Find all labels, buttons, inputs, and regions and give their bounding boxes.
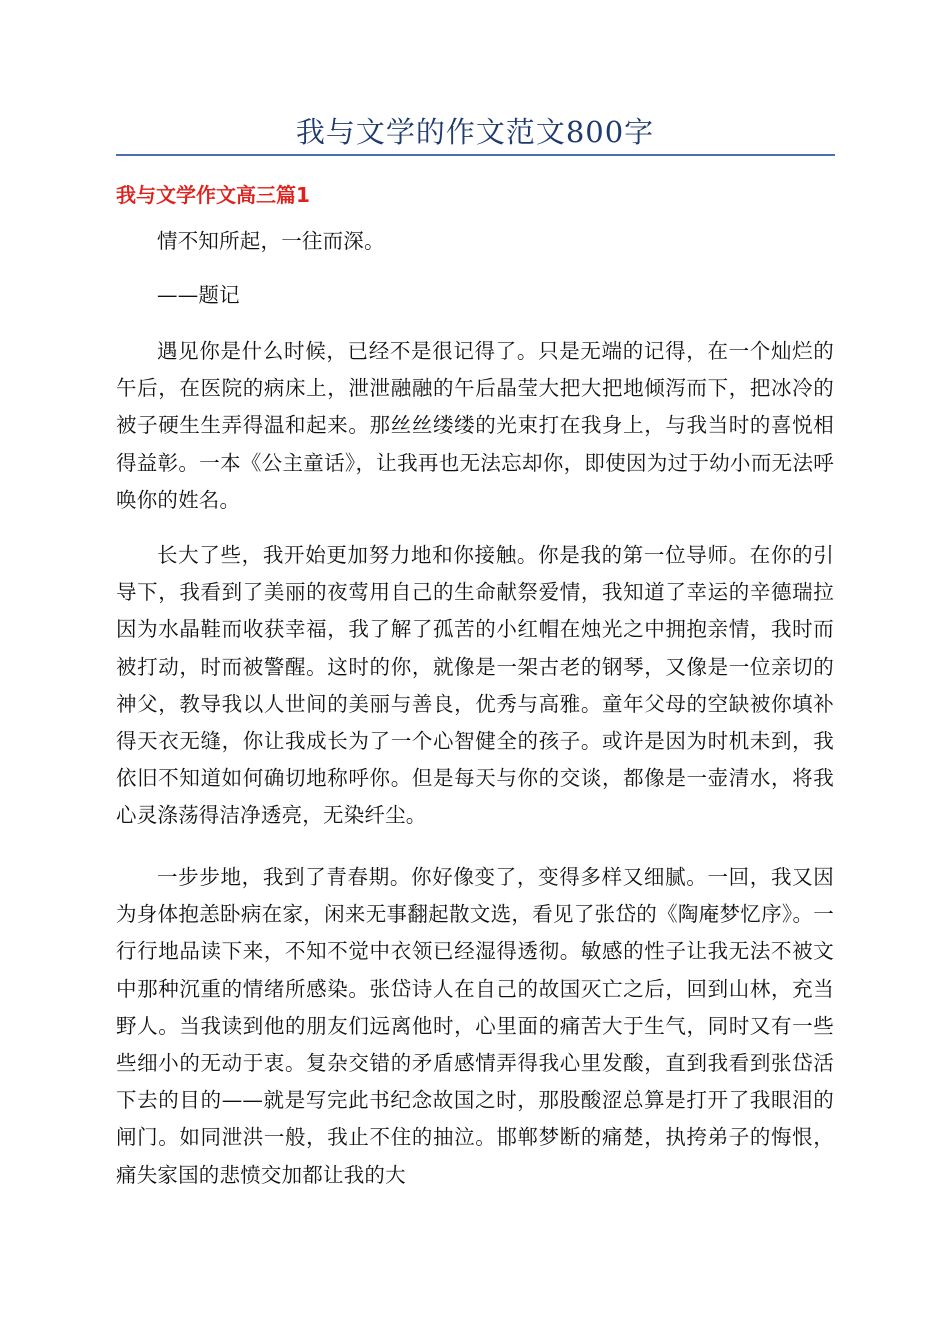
paragraph: 遇见你是什么时候，已经不是很记得了。只是无端的记得，在一个灿烂的午后，在医院的病床上，泄泄融融的午后晶莹大把大把地倾泻而下，把冰冷的被子硬生生弄得温和起来。那丝丝缕缕的光束打在我身上，与我当时的喜悦相得益彰。一本《公主童话》，让我再也无法忘却你，即使因为过于幼小而无法呼唤你的姓名。: [116, 339, 834, 512]
title-divider: [116, 154, 835, 156]
paragraph-3: [116, 859, 834, 1194]
section-heading: 我与文学作文高三篇1: [116, 183, 310, 207]
paragraph-attribution: [116, 277, 834, 314]
paragraph: 情不知所起，一往而深。: [157, 229, 385, 253]
paragraph: 长大了些，我开始更加努力地和你接触。你是我的第一位导师。在你的引导下，我看到了美丽的夜莺用自己的生命献祭爱情，我知道了幸运的辛德瑞拉因为水晶鞋而收获幸福，我了解了孤苦的小红帽在烛光之中拥抱亲情，我时而被打动，时而被警醒。这时的你，就像是一架古老的钢琴，又像是一位亲切的神父，教导我以人世间的美丽与善良，优秀与高雅。童年父母的空缺被你填补得天衣无缝，你让我成长为了一个心智健全的孩子。或许是因为时机未到，我依旧不知道如何确切地称呼你。但是每天与你的交谈，都像是一壶清水，将我心灵涤荡得洁净透亮，无染纤尘。: [116, 543, 834, 828]
paragraph: 一步步地，我到了青春期。你好像变了，变得多样又细腻。一回，我又因为身体抱恙卧病在家，闲来无事翻起散文选，看见了张岱的《陶庵梦忆序》。一行行地品读下来，不知不觉中衣领已经湿得透彻。敏感的性子让我无法不被文中那种沉重的情绪所感染。张岱诗人在自己的故国灭亡之后，回到山林，充当野人。当我读到他的朋友们远离他时，心里面的痛苦大于生气，同时又有一些些细小的无动于衷。复杂交错的矛盾感情弄得我心里发酸，直到我看到张岱活下去的目的——就是写完此书纪念故国之时，那股酸涩总算是打开了我眼泪的闸门。如同泄洪一般，我止不住的抽泣。邯郸梦断的痛楚，执挎弟子的悔恨，痛失家国的悲愤交加都让我的大: [116, 865, 834, 1187]
page-title: 我与文学的作文范文800字: [295, 115, 655, 149]
paragraph-2: [116, 537, 834, 835]
paragraph-epigraph: [116, 223, 834, 260]
paragraph-1: [116, 333, 834, 519]
paragraph: ——题记: [157, 283, 240, 307]
